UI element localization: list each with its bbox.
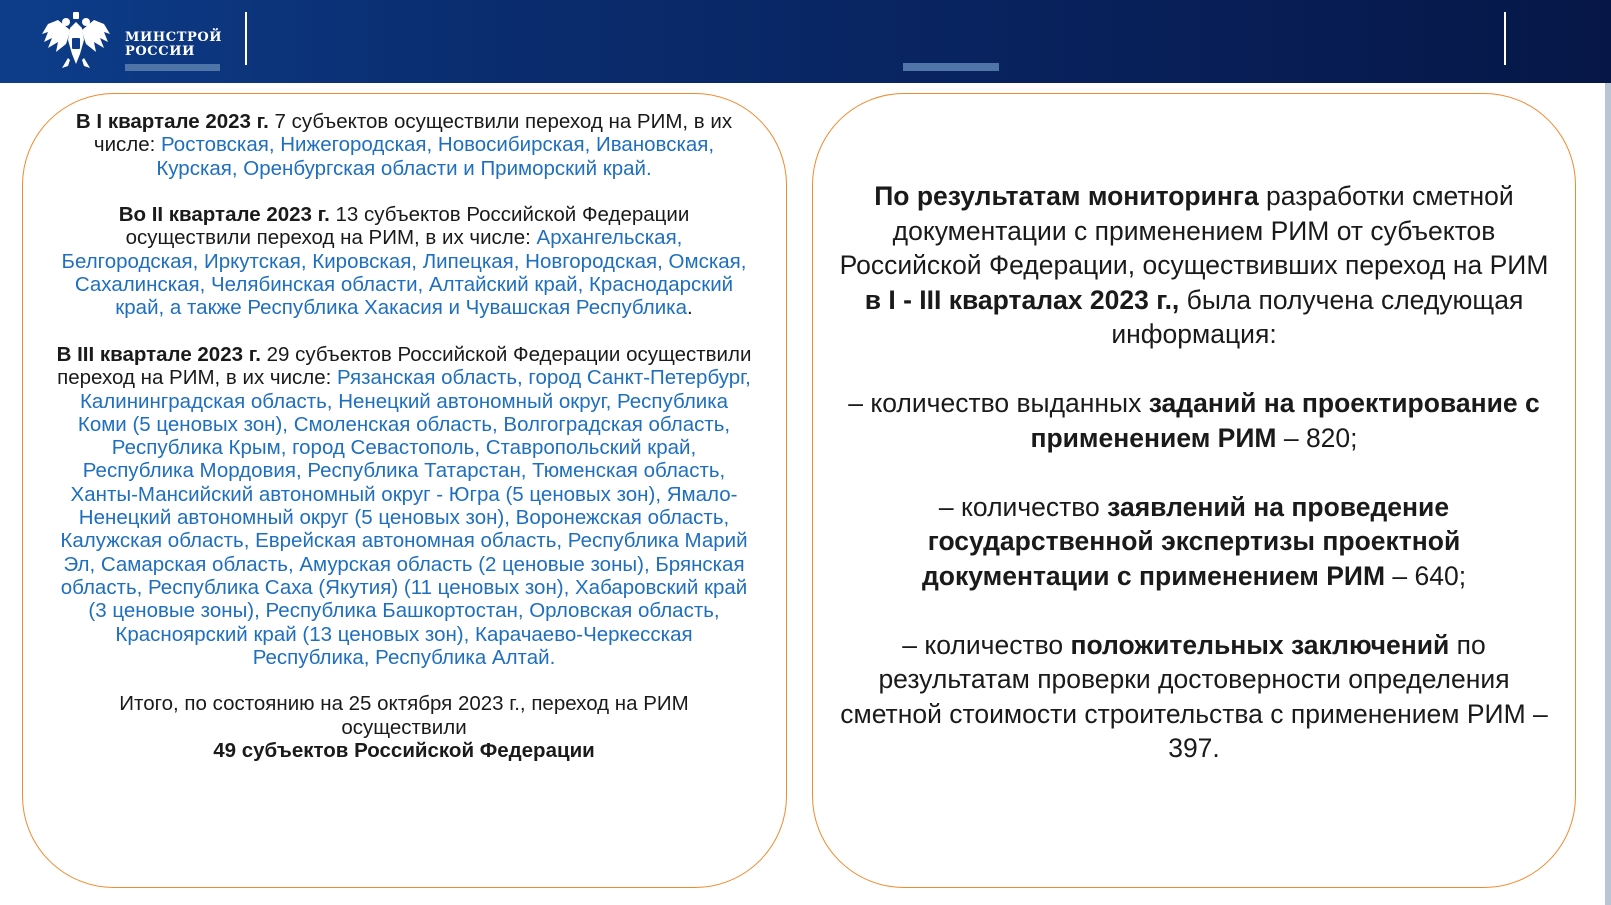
double-headed-eagle-icon: [40, 10, 112, 72]
item-1-pre: – количество выданных: [848, 388, 1149, 418]
q3-regions: Рязанская область, город Санкт-Петербург, Калининградская область, Ненецкий автономный округ, Республика Коми (5 ценовых зон), Смоленская область, Волгоградская область, Республика Крым, город Севастополь, Ставропольский край, Республика Мордовия, Республика Татарстан, Тюменская область, Ханты-Мансийский автономный округ - Югра (5 ценовых зон), Ямало-Ненецкий автономный округ (5 ценовых зон), Воронежская область, Калужская область, Еврейская автономная область, Республика Марий Эл, Самарская область, Амурская область (2 ценовые зоны), Брянская область, Республика Саха (Якутия) (11 ценовых зон), Хабаровский край (3 ценовые зоны), Республика Башкортостан, Орловская область, Красноярский край (13 ценовых зон), Карачаево-Черкесская Республика, Республика Алтай.: [60, 366, 751, 669]
monitoring-results-text: [838, 179, 1550, 766]
q2-regions: Архангельская, Белгородская, Иркутская, Кировская, Липецкая, Новгородская, Омская, Сахалинская, Челябинская области, Алтайский край, Краснодарский край, а также Республика Хакасия и Чувашская Республика: [61, 226, 747, 320]
q3-text: 29 субъектов Российской Федерации осуществили переход на РИМ, в их числе:: [57, 342, 752, 390]
item-1-bold: заданий на проектирование с применением РИМ: [1030, 388, 1540, 453]
q1-text: 7 субъектов осуществили переход на РИМ, в их числе:: [93, 110, 733, 157]
item-1-post: – 820;: [1276, 422, 1358, 453]
total-paragraph: [56, 692, 752, 762]
q2-text: 13 субъектов Российской Федерации осуществили переход на РИМ, в их числе:: [125, 203, 690, 250]
item-2-post: – 640;: [1385, 560, 1467, 591]
total-text: Итого, по состоянию на 25 октября 2023 г., переход на РИМ осуществили: [119, 692, 689, 739]
brand-underline: [125, 64, 220, 71]
intro-bold-2: в I - III кварталах 2023 г.,: [864, 284, 1180, 315]
q1-regions: Ростовская, Нижегородская, Новосибирская, Ивановская, Курская, Оренбургская области и Приморский край.: [156, 133, 715, 180]
brand-logo-text: [125, 31, 222, 59]
item-3-post: по результатам проверки достоверности определения сметной стоимости строительства с применением РИМ – 397.: [840, 629, 1548, 763]
header-divider-right: [1504, 12, 1506, 65]
q2-paragraph: [56, 203, 752, 319]
item-3-bold: положительных заключений: [1070, 629, 1450, 660]
item-2-paragraph: [838, 490, 1550, 594]
brand-line-2: РОССИИ: [125, 44, 195, 59]
intro-bold-1: По результатам мониторинга: [874, 181, 1259, 211]
regions-transition-text: [56, 110, 752, 762]
q2-lead: Во II квартале 2023 г.: [118, 203, 330, 227]
q3-paragraph: [56, 343, 752, 669]
brand-line-1: МИНСТРОЙ: [125, 30, 223, 45]
item-2-bold: заявлений на проведение государственной экспертизы проектной документации с применением РИМ: [921, 491, 1461, 591]
intro-text-1: разработки сметной документации с применением РИМ от субъектов Российской Федерации, осуществивших переход на РИМ: [839, 181, 1549, 280]
item-2-pre: – количество: [938, 491, 1108, 522]
q3-lead: В III квартале 2023 г.: [56, 342, 261, 366]
item-3-pre: – количество: [902, 629, 1071, 660]
header-divider-left: [245, 12, 247, 65]
q1-lead: В I квартале 2023 г.: [75, 110, 269, 133]
scroll-edge: [1605, 83, 1611, 905]
item-1-paragraph: [838, 386, 1550, 455]
intro-text-2: была получена следующая информация:: [1111, 284, 1524, 349]
q2-end: .: [687, 296, 693, 320]
item-3-paragraph: [838, 628, 1550, 766]
q1-paragraph: [56, 110, 752, 180]
intro-paragraph: [838, 179, 1550, 352]
header-bar: [0, 0, 1611, 83]
total-bold: 49 субъектов Российской Федерации: [213, 739, 595, 763]
header-accent-bar: [903, 63, 999, 71]
